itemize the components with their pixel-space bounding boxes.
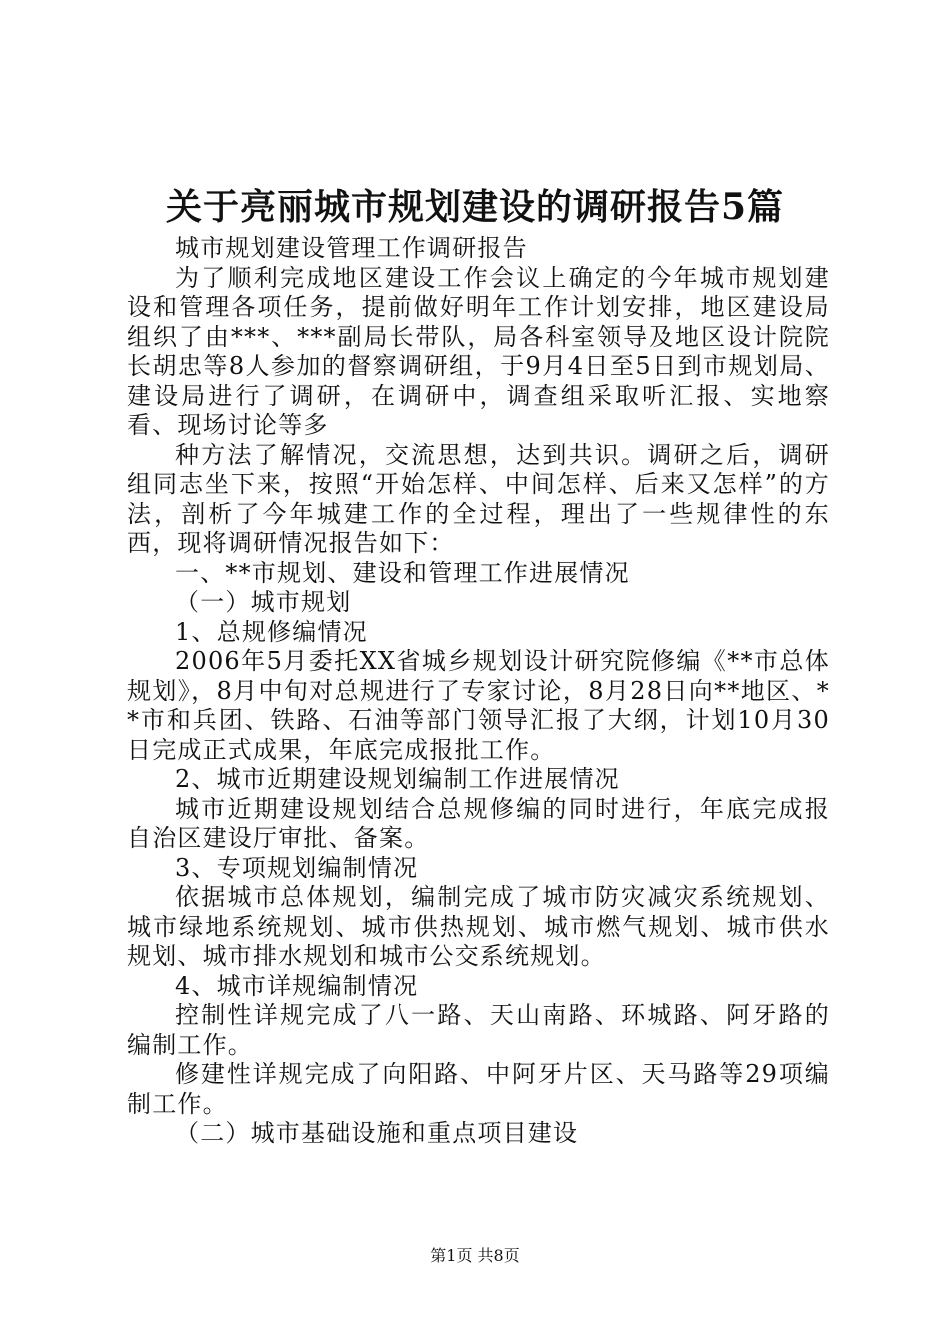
section-heading: 一、**市规划、建设和管理工作进展情况 bbox=[175, 558, 630, 587]
paragraph: 依据城市总体规划，编制完成了城市防灾减灾系统规划、城市绿地系统规划、城市供热规划、城市燃气规划、城市供水规划、城市排水规划和城市公交系统规划。 bbox=[127, 883, 830, 970]
paragraph: 种方法了解情况，交流思想，达到共识。调研之后，调研组同志坐下来，按照“开始怎样、中间怎样、后来又怎样”的方法，剖析了今年城建工作的全过程，理出了一些规律性的东西，现将调研情况报告如下： bbox=[127, 440, 830, 557]
paragraph: 控制性详规完成了八一路、天山南路、环城路、阿牙路的编制工作。 bbox=[127, 1001, 830, 1059]
paragraph: 修建性详规完成了向阳路、中阿牙片区、天马路等29项编制工作。 bbox=[127, 1060, 830, 1118]
item-heading: 3、专项规划编制情况 bbox=[175, 853, 419, 882]
document-body bbox=[127, 234, 830, 1149]
paragraph: 城市近期建设规划结合总规修编的同时进行，年底完成报自治区建设厅审批、备案。 bbox=[127, 794, 830, 852]
paragraph: 城市规划建设管理工作调研报告 bbox=[175, 234, 528, 262]
page-footer: 第1页 共8页 bbox=[430, 1246, 520, 1265]
item-heading: 4、城市详规编制情况 bbox=[175, 971, 419, 1000]
document-title: 关于亮丽城市规划建设的调研报告5篇 bbox=[165, 186, 785, 228]
item-heading: 1、总规修编情况 bbox=[175, 617, 368, 646]
paragraph: 为了顺利完成地区建设工作会议上确定的今年城市规划建设和管理各项任务，提前做好明年工作计划安排，地区建设局组织了由***、***副局长带队，局各科室领导及地区设计院院长胡忠等8人参加的督察调研组，于9月4日至5日到市规划局、建设局进行了调研，在调研中，调查组采取听汇报、实地察看、现场讨论等多 bbox=[127, 263, 830, 439]
subsection-heading: （二）城市基础设施和重点项目建设 bbox=[175, 1119, 579, 1147]
subsection-heading: （一）城市规划 bbox=[175, 588, 352, 616]
paragraph: 2006年5月委托XX省城乡规划设计研究院修编《**市总体规划》，8月中旬对总规进行了专家讨论，8月28日向**地区、**市和兵团、铁路、石油等部门领导汇报了大纲，计划10月30日完成正式成果，年底完成报批工作。 bbox=[127, 647, 830, 764]
item-heading: 2、城市近期建设规划编制工作进展情况 bbox=[175, 765, 620, 793]
